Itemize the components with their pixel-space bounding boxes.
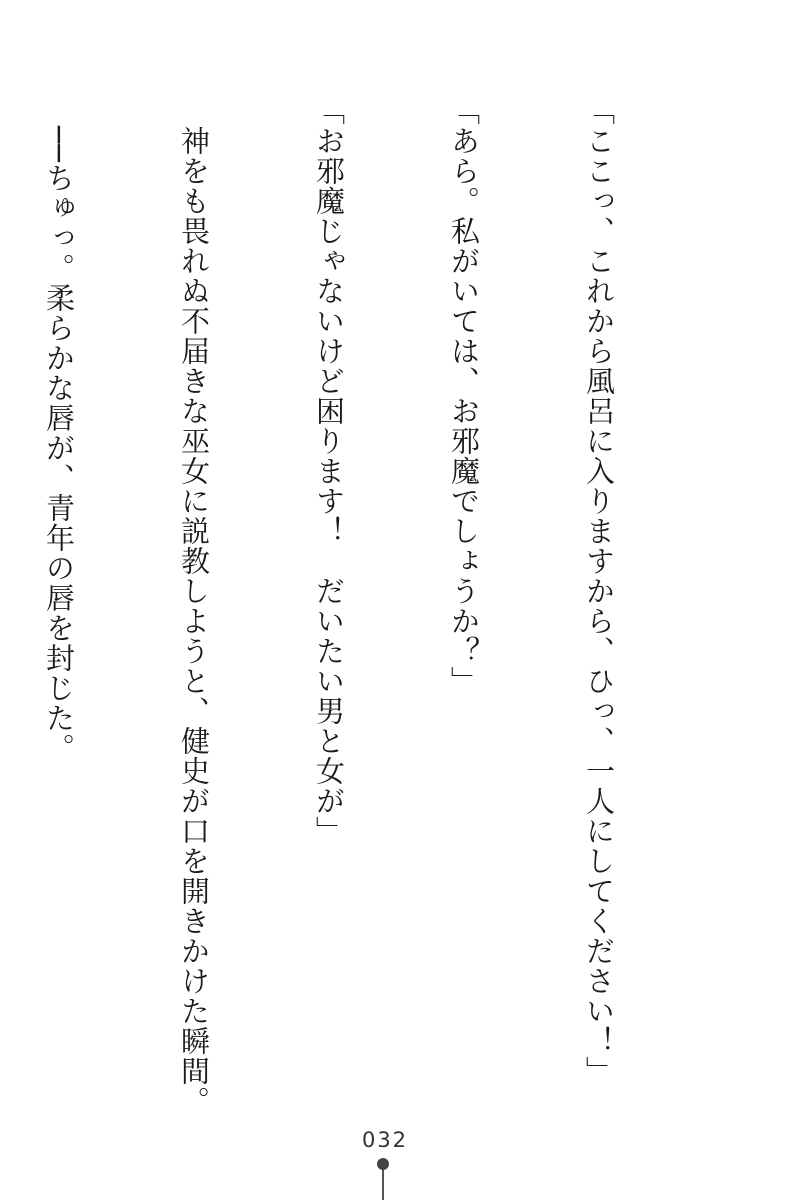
text-line: ──ちゅっ。柔らかな唇が、青年の唇を封じた。 bbox=[42, 96, 76, 763]
vertical-text-body bbox=[0, 96, 711, 1116]
text-line: 「ここっ、これから風呂に入りますから、ひっ、一人にしてください！」 bbox=[582, 96, 616, 1086]
ornament-dot bbox=[377, 1158, 389, 1170]
page-number: 032 bbox=[361, 1128, 409, 1152]
text-line: 「あら。私がいては、お邪魔でしょうか？」 bbox=[447, 96, 481, 696]
page-ornament-icon bbox=[377, 1158, 389, 1200]
text-line: 神をも畏れぬ不届きな巫女に説教しようと、健史が口を開きかけた瞬間。 bbox=[177, 96, 211, 1116]
ornament-stem bbox=[382, 1170, 384, 1200]
text-line: 「お邪魔じゃないけど困ります！ だいたい男と女が」 bbox=[312, 96, 346, 846]
